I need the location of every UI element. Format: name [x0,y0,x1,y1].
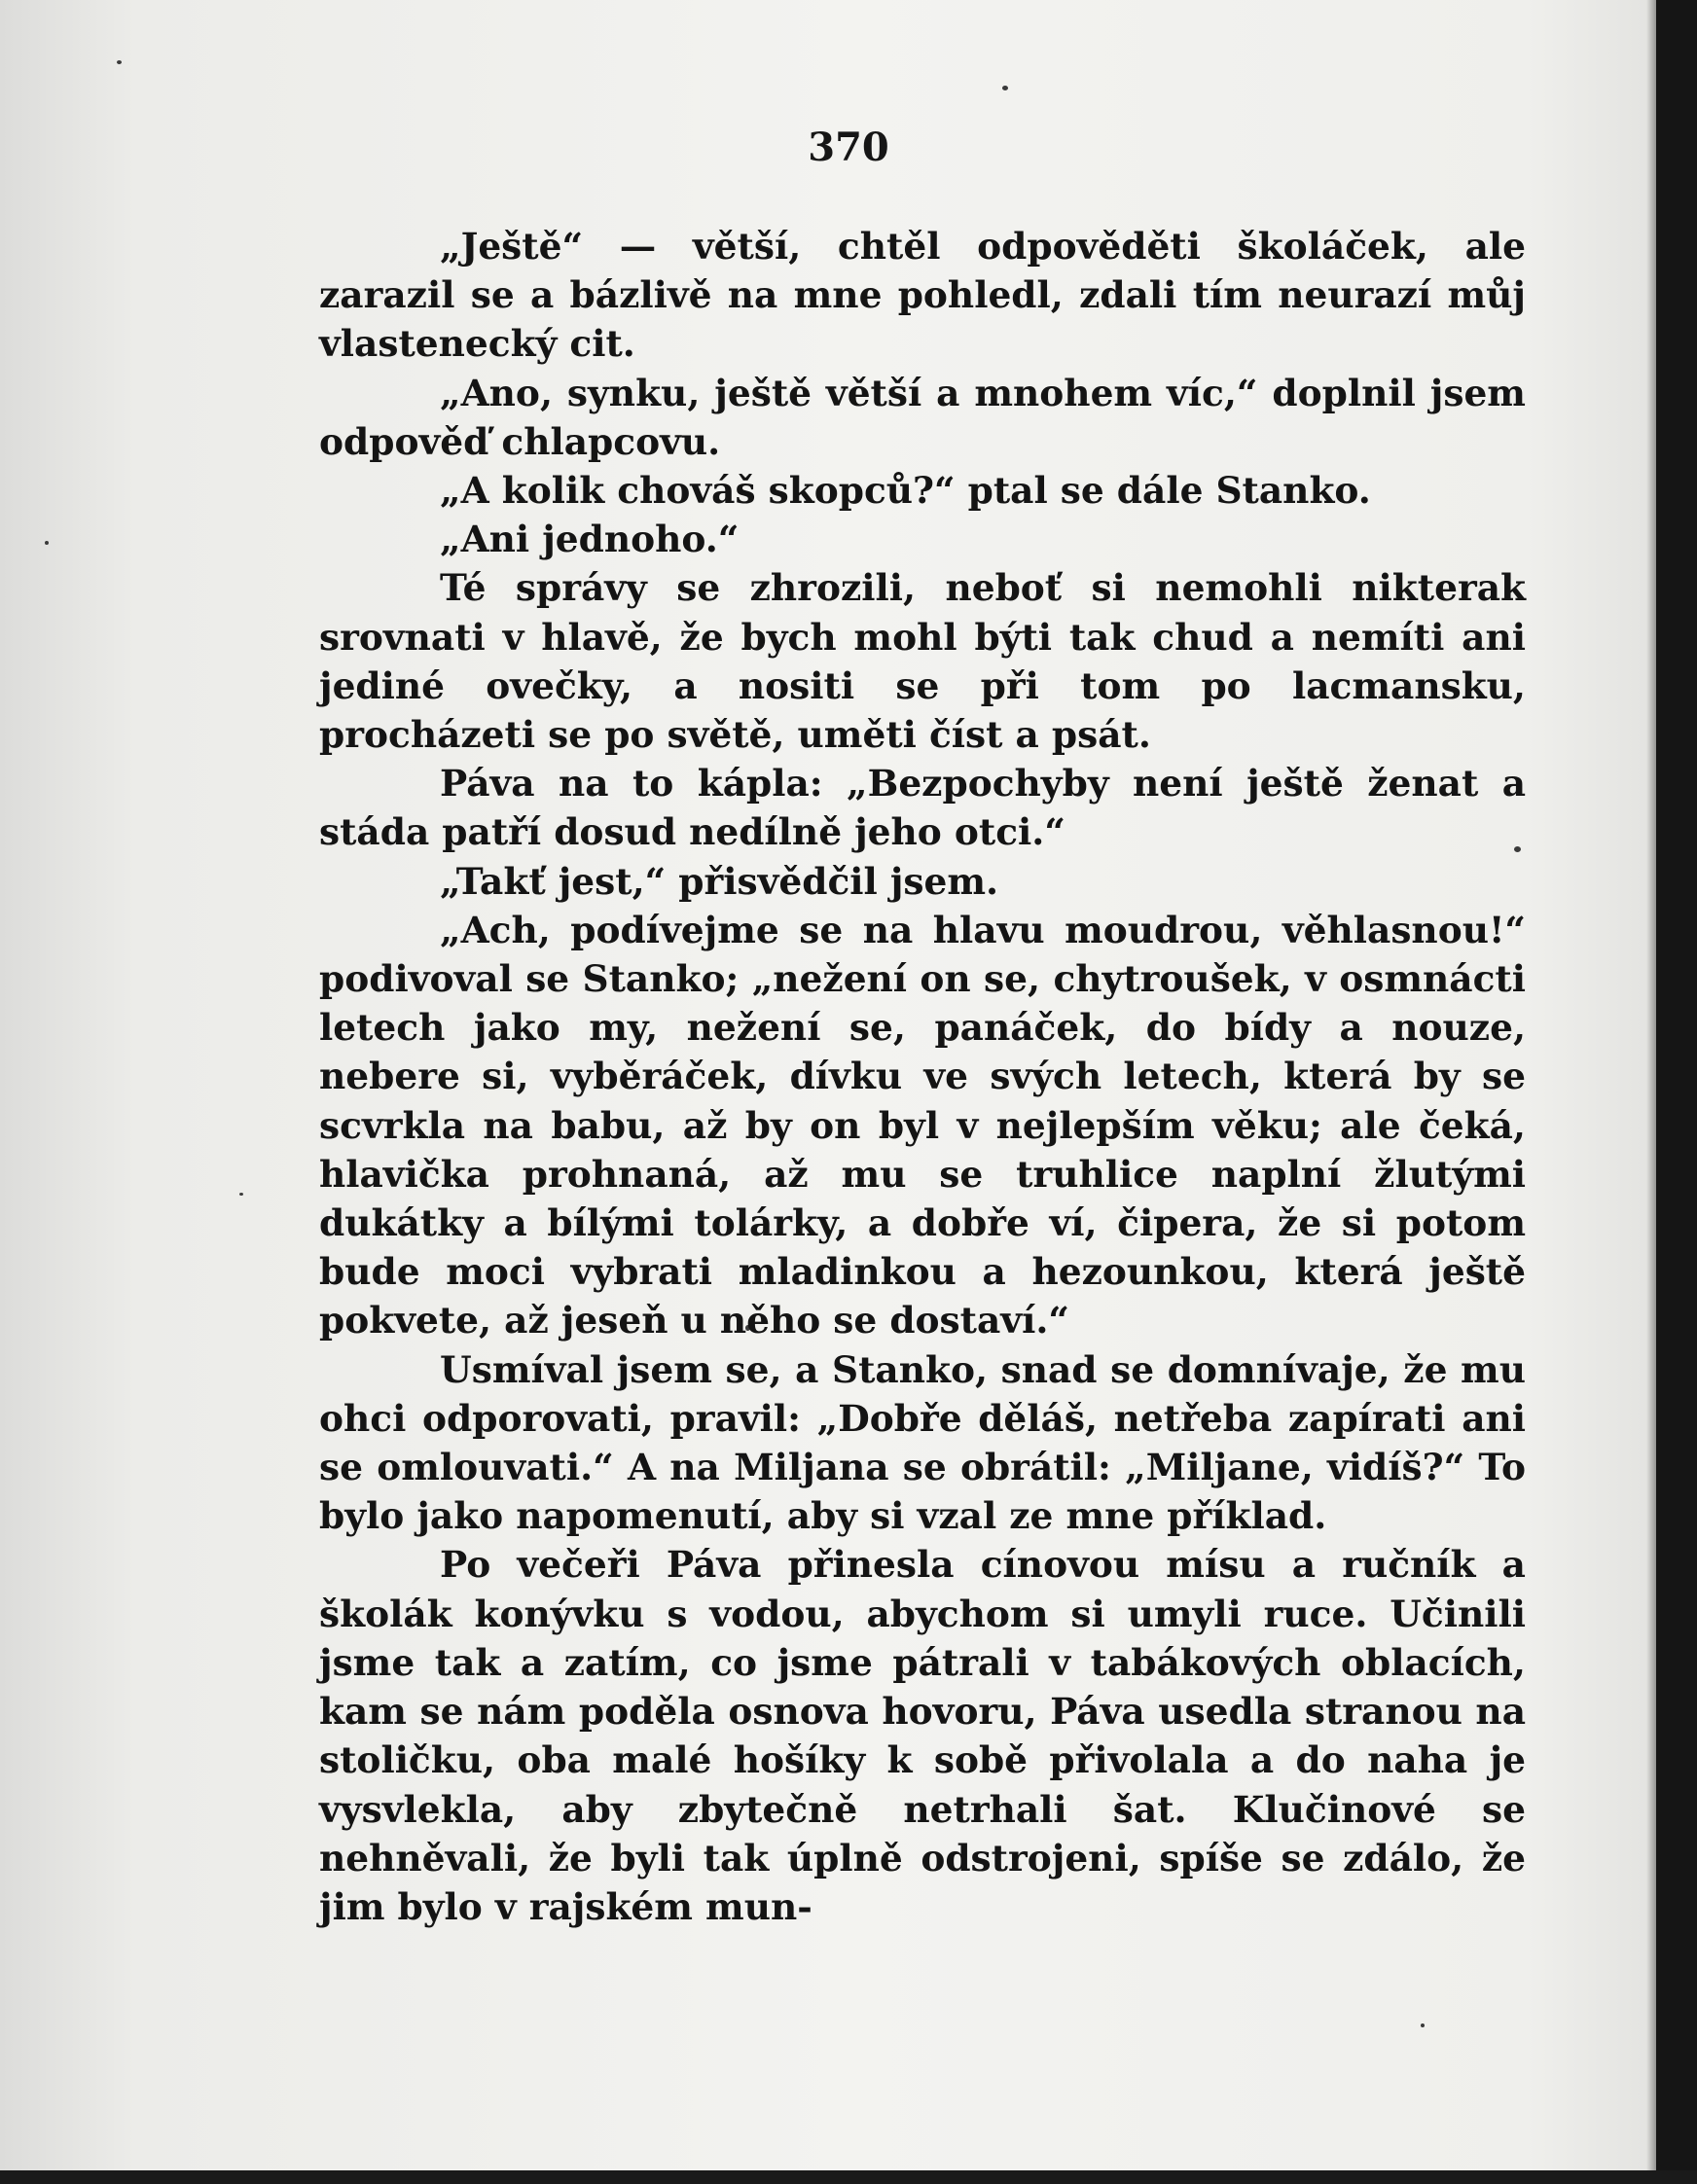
paragraph: „Ani jednoho.“ [440,518,740,561]
scan-speck [1421,2023,1425,2027]
paragraph: „Ještě“ — větší, chtěl odpověděti školáček, ale zarazil se a bázlivě na mne pohledl, zdali tím neurazí můj vlastenecký cit. [319,225,1526,366]
scan-speck [45,541,49,545]
paragraph: Usmíval jsem se, a Stanko, snad se domnívaje, že mu ohci odporovati, pravil: „Dobře děláš, netřeba zapírati ani se omlouvati.“ A na Miljana se obrátil: „Miljane, vidíš?“ To bylo jako napomenutí, aby si vzal ze mne příklad. [319,1347,1526,1538]
scan-speck [239,1193,243,1196]
page-shadow [1646,0,1656,2184]
paragraph: „A kolik chováš skopců?“ ptal se dále Stanko. [440,469,1371,513]
paragraph: „Ano, synku, ještě větší a mnohem víc,“ doplnil jsem odpověď chlapcovu. [319,371,1526,463]
paragraph: Páva na to kápla: „Bezpochyby není ještě ženat a stáda patří dosud nedílně jeho otci.“ [319,762,1526,854]
paragraph: Té správy se zhrozili, neboť si nemohli nikterak srovnati v hlavě, že bych mohl býti tak chud a nemíti ani jediné ovečky, a nositi se při tom po lacmansku, procházeti se po světě, uměti číst a psát. [319,566,1526,757]
paragraph: Po večeři Páva přinesla cínovou mísu a ručník a školák konývku s vodou, abychom si umyli ruce. Učinili jsme tak a zatím, co jsme pátrali v tabákových oblacích, kam se nám poděla osnova hovoru, Páva usedla stranou na stoličku, oba malé hošíky k sobě přivolala a do naha je vysvlekla, aby zbytečně netrhali šat. Klučinové se nehněvali, že byli tak úplně odstrojeni, spíše se zdálo, že jim bylo v rajském mun- [319,1543,1526,1928]
scan-speck [1002,86,1008,90]
page-number: 370 [808,125,889,170]
scan-border-right [1656,0,1697,2184]
paragraph: „Takť jest,“ přisvědčil jsem. [440,859,999,903]
paragraph: „Ach, podívejme se na hlavu moudrou, věhlasnou!“ podivoval se Stanko; „nežení on se, chytroušek, v osmnácti letech jako my, nežení se, panáček, do bídy a nouze, nebere si, vyběráček, dívku ve svých letech, která by se scvrkla na babu, až by on byl v nejlepším věku; ale čeká, hlavička prohnaná, až mu se truhlice naplní žlutými dukátky a bílými tolárky, a dobře ví, čipera, že si potom bude moci vybrati mladinkou a hezounkou, která ještě pokvete, až jeseň u něho se dostaví.“ [319,908,1526,1343]
scan-border-bottom [0,2170,1697,2184]
scan-speck [117,60,122,64]
body-text [319,222,1526,1931]
